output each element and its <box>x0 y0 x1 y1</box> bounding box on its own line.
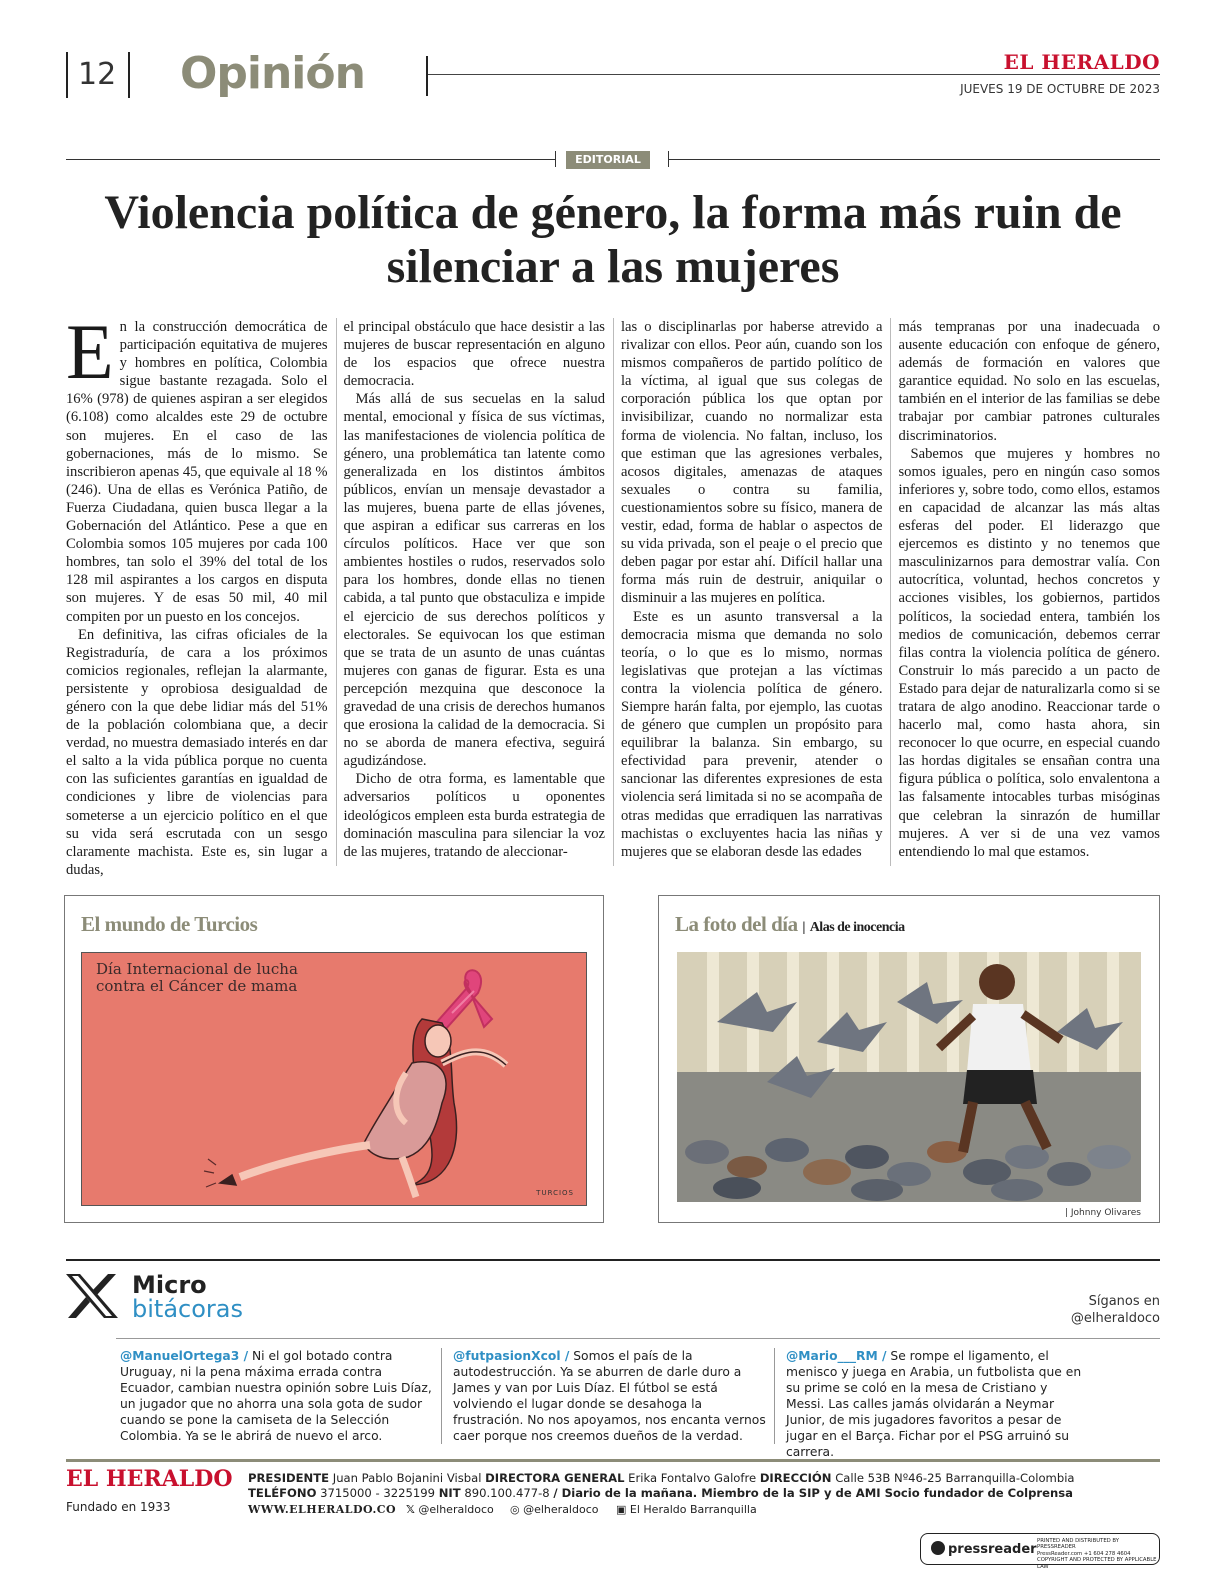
masthead-logo: EL HERALDO <box>1003 50 1160 74</box>
editorial-label: EDITORIAL <box>566 151 650 169</box>
cartoon-caption-line: contra el Cáncer de mama <box>96 977 298 995</box>
footer-rule <box>66 1459 1160 1462</box>
cartoon-illustration[interactable] <box>81 952 587 1206</box>
editorial-headline: Violencia política de género, la forma más ruin de silenciar a las mujeres <box>104 186 1122 293</box>
tweet-card <box>453 1348 771 1444</box>
woman-figure <box>220 1019 506 1197</box>
article-column-1 <box>66 308 328 878</box>
x-logo-icon <box>64 1272 120 1320</box>
photo-section-title: La foto del día <box>675 912 798 936</box>
micro-title: Micro <box>132 1271 207 1299</box>
photo-of-the-day[interactable] <box>677 952 1141 1202</box>
tweet-handle[interactable]: @futpasionXcol / <box>453 1349 570 1363</box>
editorial-rule-right <box>669 159 1160 160</box>
tweet-text: Se rompe el ligamento, el menisco y juega en Arabia, un futbolista que en su prime se coló en la mesa de Cristiano y Messi. Las calles jamás olvidarán a Neymar Junior, de mis jugadores favoritos a pesar de jugar en el Barça. Fichar por el PSG arruinó su carrera. <box>786 1349 1082 1459</box>
footer-staff-line <box>248 1471 1075 1486</box>
tweet-card <box>120 1348 438 1444</box>
micro-subtitle: bitácoras <box>132 1295 243 1323</box>
footer-label: DIRECCIÓN <box>759 1471 832 1485</box>
header-divider <box>426 56 428 96</box>
instagram-handle[interactable] <box>510 1503 598 1516</box>
photo-divider: | <box>802 920 805 935</box>
cartoon-caption-line: Día Internacional de lucha <box>96 960 298 978</box>
x-handle-text: @elheraldoco <box>418 1503 494 1516</box>
instagram-handle-text: @elheraldoco <box>523 1503 599 1516</box>
pressreader-name: pressreader <box>948 1542 1037 1557</box>
follow-us <box>1071 1293 1160 1327</box>
cartoon-box <box>64 895 604 1223</box>
micro-divider <box>116 1338 1160 1339</box>
micro-rule <box>66 1259 1160 1261</box>
article-column-4 <box>899 318 1161 866</box>
paragraph-text: n la construcción democrática de participación equitativa de mujeres y hombres en política, Colombia sigue bastante rezagada. Solo el 16% (978) de quienes aspiran a ser elegidos (6.108) como alcaldes este 29 de octubre son mujeres. En el caso de las gobernaciones, más de lo mismo. Se inscribieron apenas 45, que equivale al 18 % (246). Una de ellas es Verónica Patiño, de Fuerza Ciudadana, quien busca llegar a la Gobernación del Atlántico. Pese a que en Colombia somos 105 mujeres por cada 100 hombres, tan solo el 39% del total de los 128 mil aspirantes a los cargos en disputa son mujeres. Y de esas 50 mil, 40 mil compiten por un puesto en los concejos. <box>66 319 328 625</box>
follow-label: Síganos en <box>1088 1294 1160 1309</box>
photo-box <box>658 895 1160 1223</box>
article-paragraph: el principal obstáculo que hace desistir a las mujeres de buscar representación en alguno de los espacios que ofrece nuestra democracia. <box>343 319 605 390</box>
pressreader-icon <box>931 1541 945 1555</box>
tweet-divider <box>441 1348 442 1444</box>
editorial-rule-left <box>66 159 556 160</box>
column-divider <box>613 318 614 866</box>
footer-label: DIRECTORA GENERAL <box>485 1471 625 1485</box>
header-rule <box>428 74 1160 75</box>
tweet-handle[interactable]: @ManuelOrtega3 / <box>120 1349 249 1363</box>
photo-credit: | Johnny Olivares <box>1064 1208 1141 1218</box>
x-icon: 𝕏 <box>406 1503 415 1516</box>
issue-date: JUEVES 19 DE OCTUBRE DE 2023 <box>960 82 1160 96</box>
article-paragraph: En definitiva, las cifras oficiales de la Registraduría, de cara a los próximos comicios regionales, reflejan la alarmante, persistente y oprobiosa desigualdad de género con la que debe lidiar más del 51% de la población colombiana que, a decir verdad, no muestra demasiado interés en dar el salto a la vida pública porque no cuenta con las suficientes garantías en igualdad de condiciones y libre de violencias para someterse a un ejercicio político en el que su vida será escrutada con un sesgo claramente machista. Este es, sin lugar a dudas, <box>66 626 328 878</box>
section-title: Opinión <box>180 48 365 99</box>
footer-value: Juan Pablo Bojanini Visbal <box>332 1471 482 1485</box>
pink-ribbon-icon <box>436 970 492 1031</box>
article-column-2 <box>344 318 606 866</box>
article-paragraph: más tempranas por una inadecuada o ausente educación con enfoque de género, además de formación en valores que garantice equidad. No solo en las escuelas, también en el interior de las familias se debe trabajar por cambiar patrones culturales discriminatorios. <box>898 319 1160 444</box>
tweet-handle[interactable]: @Mario___RM / <box>786 1349 887 1363</box>
photo-title <box>675 912 905 937</box>
article-paragraph: Este es un asunto transversal a la democracia misma que demanda no solo teoría, o lo que es lo mismo, normas legislativas que protejan a las víctimas contra la violencia política de género. Siempre harán falta, por ejemplo, las cuotas de género que cumplen un propósito para equilibrar la balanza. Sin embargo, su efectividad para prevenir, atender o sancionar las diferentes expresiones de esta violencia será limitada si no se acompaña de otras medidas que erradiquen las narrativas machistas o excluyentes hacia las niñas y mujeres que se elaboran desde las edades <box>621 608 883 860</box>
cartoon-drawing <box>82 953 588 1207</box>
photo-subtitle: Alas de inocencia <box>809 920 905 935</box>
photo-scene <box>677 952 1141 1202</box>
facebook-icon: ▣ <box>616 1503 627 1516</box>
pressreader-line: PRINTED AND DISTRIBUTED BY PRESSREADER <box>1037 1538 1120 1551</box>
facebook-handle[interactable] <box>616 1503 757 1516</box>
article-paragraph: Sabemos que mujeres y hombres no somos iguales, pero en ningún caso somos inferiores y, sobre todo, como ellos, estamos en capacidad de alcanzar las más altas esferas del poder. El liderazgo que ejercemos es distinto y no tenemos que masculinizarnos para demostrar valía. Con autocrítica, voluntad, hechos concretos y acciones visibles, los gobiernos, partidos políticos, la sociedad entera, también los medios de comunicación, debemos cerrar filas contra la violencia política de género. Construir lo más parecido a un pacto de Estado para dejar de naturalizarla como si se tratara de algo anodino. Reaccionar tarde o hacerlo mal, como hasta ahora, sin reconocer lo que ocurre, en especial cuando las hordas digitales se ensañan contra una figura pública o política, solo envalentona a las falsamente intocables turbas misóginas que celebran la sinrazón de humillar mujeres. A ver si de una vez vamos entendiendo lo mal que estamos. <box>898 445 1160 860</box>
artist-signature: TURCIOS <box>536 1189 574 1197</box>
footer-label: TELÉFONO <box>248 1486 317 1500</box>
tweet-card <box>786 1348 1086 1460</box>
editorial-tick-left <box>555 151 556 167</box>
article-paragraph <box>66 308 328 626</box>
tweet-text: Somos el país de la autodestrucción. Ya se aburren de darle duro a James y van por Luis Díaz. El fútbol se está volviendo el lugar donde se desahoga la frustración. No nos apoyamos, nos encanta vernos caer porque nos creemos dueños de la verdad. <box>453 1349 766 1443</box>
footer-value: Calle 53B Nº46-25 Barranquilla-Colombia <box>835 1471 1075 1485</box>
footer-value: Erika Fontalvo Galofre <box>628 1471 757 1485</box>
pressreader-notice <box>1037 1538 1157 1570</box>
page-number: 12 <box>66 52 130 98</box>
founded-year: Fundado en 1933 <box>66 1500 171 1514</box>
footer-label: NIT <box>438 1486 461 1500</box>
pressreader-logo <box>931 1541 1037 1557</box>
footer-tagline: / Diario de la mañana. Miembro de la SIP y de AMI Socio fundador de Colprensa <box>553 1486 1073 1500</box>
drop-cap: E <box>66 308 114 395</box>
instagram-icon: ◎ <box>510 1503 520 1516</box>
article-column-3 <box>621 318 883 866</box>
cartoon-title: El mundo de Turcios <box>81 912 258 936</box>
footer-logo: EL HERALDO <box>66 1466 233 1492</box>
footer-value: 3715000 - 3225199 <box>320 1486 435 1500</box>
pressreader-line: COPYRIGHT AND PROTECTED BY APPLICABLE LAW <box>1037 1557 1157 1570</box>
footer-value: 890.100.477-8 <box>464 1486 550 1500</box>
footer-contact-line <box>248 1486 1073 1501</box>
footer-label: PRESIDENTE <box>248 1471 330 1485</box>
tweet-text: Ni el gol botado contra Uruguay, ni la pena máxima errada contra Ecuador, cambian nuestra opinión sobre Luis Díaz, un jugador que no ahorra una sola gota de sudor cuando se pone la camiseta de la Selección Colombia. Ya se le abrirá de nuevo el arco. <box>120 1349 432 1443</box>
tweet-divider <box>774 1348 775 1444</box>
facebook-handle-text: El Heraldo Barranquilla <box>629 1503 757 1516</box>
website-link[interactable]: WWW.ELHERALDO.CO <box>248 1503 397 1516</box>
x-handle[interactable] <box>406 1503 494 1516</box>
article-paragraph: Dicho de otra forma, es lamentable que adversarios políticos u oponentes ideológicos empleen esta burda estrategia de dominación masculina para silenciar la voz de las mujeres, tratando de aleccionar- <box>343 771 605 860</box>
article-paragraph: las o disciplinarlas por haberse atrevido a rivalizar con ellos. Peor aún, cuando son los mismos compañeros de partido político de la víctima, al igual que sus colegas de corporación pública los que optan por invisibilizar, cuando no normalizar esta forma de violencia. No faltan, incluso, los que estiman que las agresiones verbales, acosos digitales, amenazas de ataques sexuales o contra su familia, cuestionamientos sobre su físico, manera de vestir, edad, forma de hablar o aspectos de su vida privada, son el peaje o el precio que deben pagar por estar ahí. Difícil hallar una forma más ruin de destruir, aniquilar o disminuir a las mujeres en política. <box>621 319 883 607</box>
pressreader-line: PressReader.com +1 604 278 4604 <box>1037 1550 1131 1557</box>
article-paragraph: Más allá de sus secuelas en la salud mental, emocional y física de sus víctimas, las manifestaciones de violencia política de género, una problemática tan latente como generalizada en los distintos ámbitos públicos, envían un mensaje devastador a las mujeres, buena parte de ellas jóvenes, que aspiran a edificar sus carreras en los círculos políticos. Hace ver que son ambientes hostiles o rudos, reservados solo para los hombres, donde ellas no tienen cabida, a tal punto que obstaculiza e impide el ejercicio de sus derechos políticos y electorales. Se equivocan los que estiman que se trata de un asunto de unas cuántas mujeres con ganas de figurar. Esta es una percepción mezquina que desconoce la gravedad de una crisis de derechos humanos que erosiona la calidad de la democracia. Si no se aborda de manera efectiva, seguirá agudizándose. <box>343 391 605 770</box>
pressreader-badge[interactable] <box>920 1533 1160 1570</box>
motion-lines <box>204 1159 216 1187</box>
follow-handle[interactable]: @elheraldoco <box>1070 1311 1160 1326</box>
column-divider <box>890 318 891 866</box>
column-divider <box>336 318 337 866</box>
